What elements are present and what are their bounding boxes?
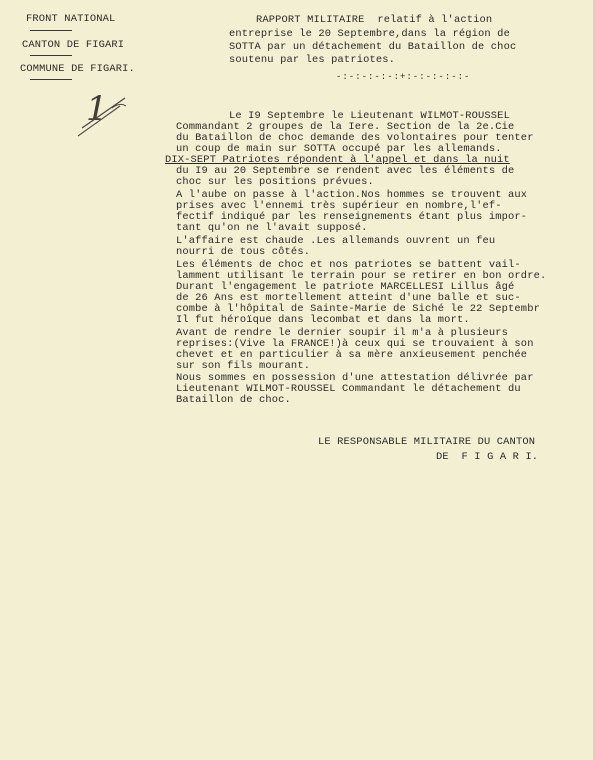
body-line-13: nourri de tous côtés. [176, 246, 311, 258]
header-separator: -:-:-:-:-:+:-:-:-:-:- [336, 72, 471, 82]
body-line-16: Durant l'engagement le patriote MARCELLESI Lillus âgé [176, 281, 515, 293]
body-line-5-text: DIX-SEPT Patriotes répondent à l'appel et dans la nuit [165, 154, 510, 166]
signature-line-2: DE F I G A R I. [436, 451, 539, 463]
body-line-6: du I9 au 20 Septembre se rendent avec les éléments de [176, 165, 515, 177]
body-line-20: Avant de rendre le dernier soupir il m'a à plusieurs [176, 327, 509, 339]
body-line-7: choc sur les positions prévues. [176, 176, 374, 188]
header-rule-3 [30, 79, 72, 80]
margin-annotation: 1 [86, 89, 108, 129]
body-line-18: combe à l'hôpital de Sainte-Marie de Siché le 22 Septembr [176, 303, 540, 315]
report-title-line-2: entreprise le 20 Septembre,dans la région de [229, 28, 510, 40]
body-line-1: Le I9 Septembre le Lieutenant WILMOT-ROUSSEL [229, 110, 510, 122]
body-line-17: de 26 Ans est mortellement atteint d'une balle et suc- [176, 292, 521, 304]
body-line-4: un coup de main sur SOTTA occupé par les allemands. [176, 143, 502, 155]
header-rule-2 [30, 55, 72, 56]
header-front-national: FRONT NATIONAL [26, 13, 116, 25]
body-line-14: Les éléments de choc et nos patriotes se battent vail- [176, 259, 521, 271]
report-title-line-1: RAPPORT MILITAIRE relatif à l'action [256, 14, 493, 26]
body-line-15: lamment utilisant le terrain pour se retirer en bon ordre. [176, 270, 547, 282]
body-line-12: L'affaire est chaude .Les allemands ouvrent un feu [176, 235, 496, 247]
body-line-2: Commandant 2 groupes de la Iere. Section de la 2e.Cie [176, 121, 515, 133]
signature-line-1: LE RESPONSABLE MILITAIRE DU CANTON [318, 436, 536, 448]
body-line-25: Lieutenant WILMOT-ROUSSEL Commandant le détachement du [176, 383, 521, 395]
body-line-24: Nous sommes en possession d'une attestation délivrée par [176, 372, 534, 384]
report-title-line-4: soutenu par les patriotes. [229, 54, 396, 66]
report-title-line-3: SOTTA par un détachement du Bataillon de choc [229, 41, 517, 53]
body-line-23: sur son fils mourant. [176, 360, 311, 372]
body-line-9: prises avec l'ennemi très supérieur en nombre,l'ef- [176, 200, 502, 212]
body-line-8: A l'aube on passe à l'action.Nos hommes se trouvent aux [176, 189, 528, 201]
body-line-19: Il fut héroïque dans lecombat et dans la mort. [176, 314, 470, 326]
header-rule-1 [30, 30, 72, 31]
margin-annotation-strokes [70, 88, 140, 148]
header-commune: COMMUNE DE FIGARI. [20, 63, 135, 75]
body-line-22: chevet et en particulier à sa mère anxieusement penchée [176, 349, 528, 361]
body-line-11: tant qu'on ne l'avait supposé. [176, 222, 368, 234]
body-line-26: Bataillon de choc. [176, 394, 291, 406]
body-line-3: du Bataillon de choc demande des volontaires pour tenter [176, 132, 534, 144]
body-line-21: reprises:(Vive la FRANCE!)à ceux qui se trouvaient à son [176, 338, 534, 350]
body-line-10: fectif indiqué par les renseignements étant plus impor- [176, 211, 528, 223]
header-canton: CANTON DE FIGARI [22, 39, 125, 51]
